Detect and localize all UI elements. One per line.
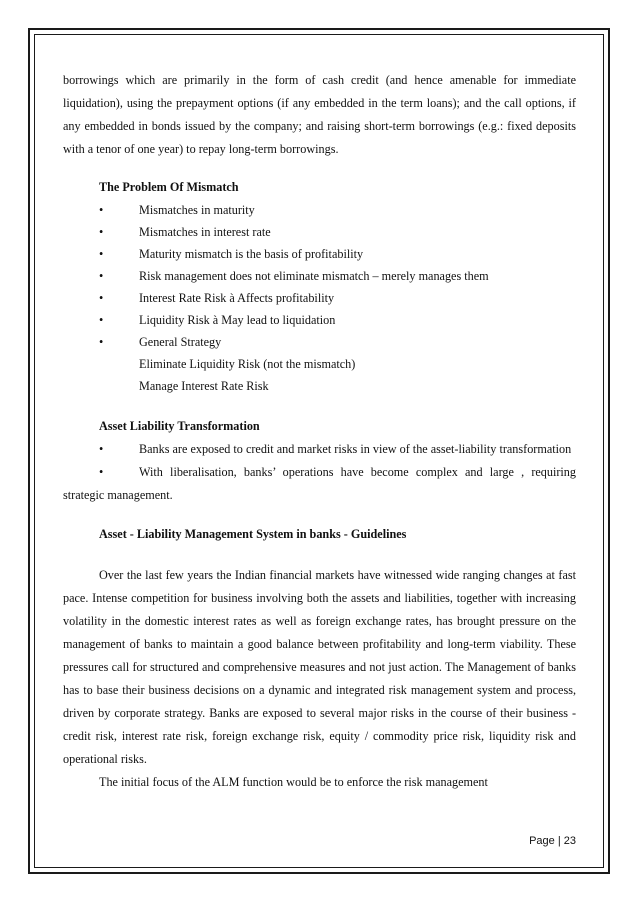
guidelines-paragraph: Over the last few years the Indian financial markets have witnessed wide ranging changes at fast pace. Intense competition for business involving both the assets and liabilities, together with increasing volatility in the domestic interest rates as well as foreign exchange rates, has brought pressure on the management of banks to maintain a good balance between profitability and long-term viability. These pressures call for structured and comprehensive measures and not just action. The Management of banks has to base their business decisions on a dynamic and integrated risk management system and process, driven by corporate strategy. Banks are exposed to several major risks in the course of their business - credit risk, interest rate risk, foreign exchange risk, equity / commodity price risk, liquidity risk and operational risks. [63, 568, 576, 766]
bullet-marker: • [99, 269, 104, 283]
bullet-marker: • [99, 247, 104, 261]
transformation-item: • With liberalisation, banks’ operations have become complex and large , requiring strategic management. [63, 461, 576, 507]
list-item: • Maturity mismatch is the basis of profitability [99, 243, 576, 265]
guidelines-last-line: The initial focus of the ALM function would be to enforce the risk management [99, 775, 488, 789]
list-item: • Interest Rate Risk à Affects profitability [99, 287, 576, 309]
list-item: • Liquidity Risk à May lead to liquidation [99, 309, 576, 331]
list-item: • Mismatches in interest rate [99, 221, 576, 243]
guidelines-heading: Asset - Liability Management System in banks - Guidelines [99, 527, 407, 541]
list-item: Eliminate Liquidity Risk (not the mismatch) [99, 353, 576, 375]
bullet-marker: • [99, 442, 104, 456]
bullet-marker: • [99, 313, 104, 327]
list-item: • General Strategy [99, 331, 576, 353]
bullet-marker: • [99, 203, 104, 217]
list-item: • Risk management does not eliminate mismatch – merely manages them [99, 265, 576, 287]
page-number: Page | 23 [529, 835, 576, 847]
bullet-marker: • [99, 465, 104, 479]
transformation-heading: Asset Liability Transformation [99, 419, 260, 433]
intro-paragraph: borrowings which are primarily in the form of cash credit (and hence amenable for immediate liquidation), using the prepayment options (if any embedded in the term loans); and the call options, if any embedded in bonds issued by the company; and raising short-term borrowings (e.g.: fixed deposits with a tenor of one year) to repay long-term borrowings. [63, 73, 576, 156]
square-marker-icon [99, 375, 139, 397]
bullet-marker: • [99, 291, 104, 305]
square-marker-icon [99, 353, 139, 375]
list-item: Manage Interest Rate Risk [99, 375, 576, 397]
bullet-marker: • [99, 335, 104, 349]
bullet-marker: • [99, 225, 104, 239]
list-item: • Mismatches in maturity [99, 199, 576, 221]
mismatch-heading: The Problem Of Mismatch [99, 180, 239, 194]
transformation-item: • Banks are exposed to credit and market risks in view of the asset-liability transformation [63, 438, 576, 461]
document-page [63, 69, 576, 794]
mismatch-list [63, 199, 576, 397]
